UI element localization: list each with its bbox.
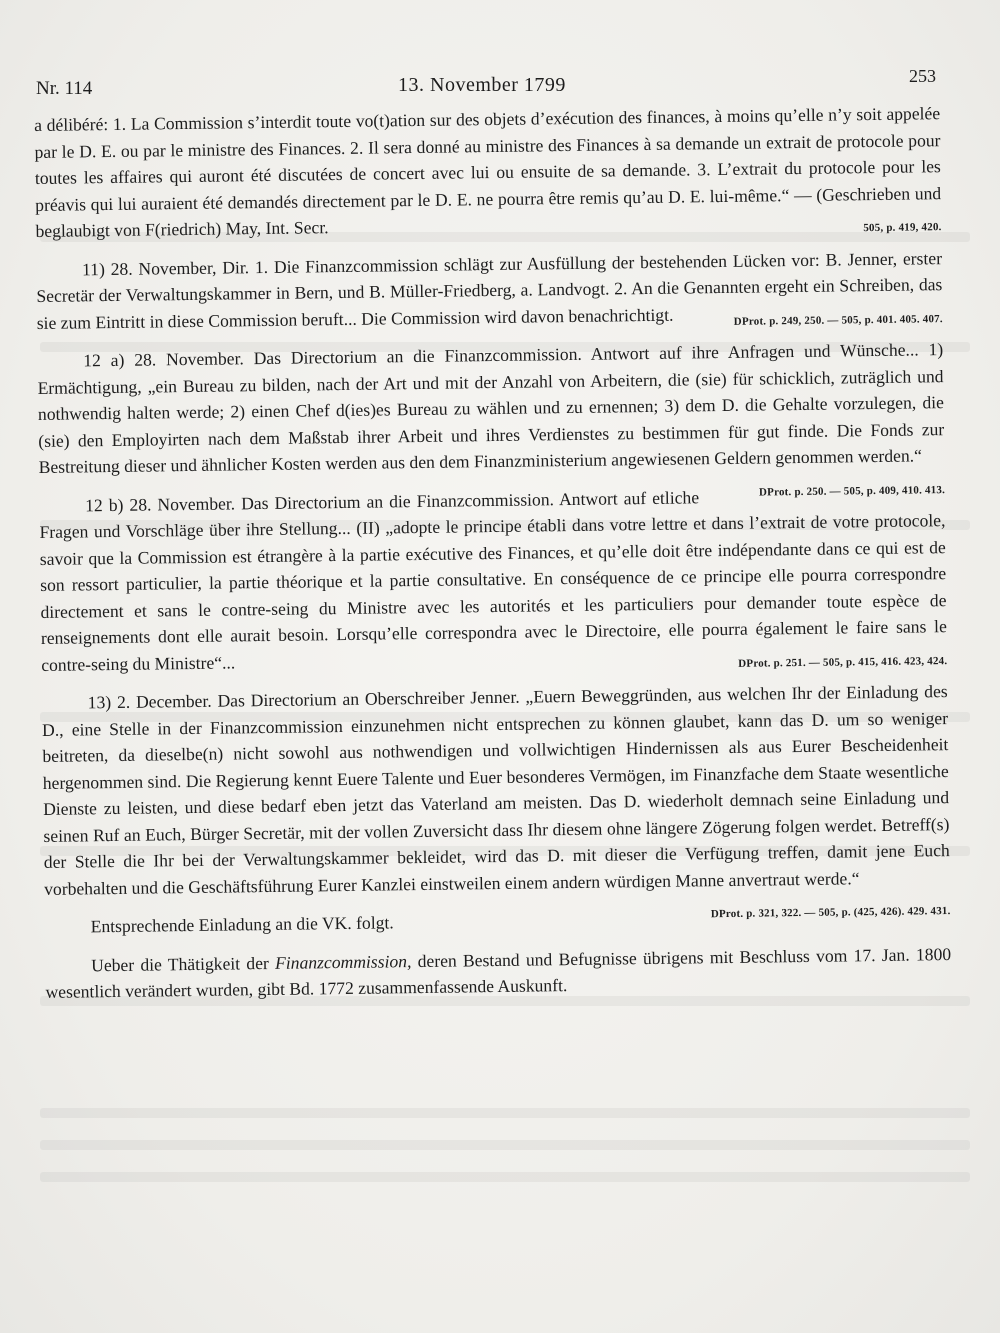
paragraph-entry-12a: [37, 336, 946, 499]
closing-text-before: Ueber die Thätigkeit der: [91, 952, 276, 975]
source-reference: DProt. p. 251. — 505, p. 415, 416. 423, 424.: [738, 654, 948, 670]
page-header: [36, 66, 936, 104]
bleed-through-line: [40, 1172, 970, 1182]
paragraph-deliberation: [34, 100, 942, 244]
paragraph-text: 13) 2. December. Das Directorium an Oberschreiber Jenner. „Euern Beweggründen, aus welchen Ihr der Einladung des D., eine Stelle in der Finanzcommission einzunehmen nicht entsprechen zu können glaubet, kann das D. um so weniger beitreten, da dieselbe(n) nicht sowohl aus nothwendigen und vollwichtigen Hindernissen als aus Eurer Bescheidenheit hergenommen sind. Die Regierung kennt Euere Talente und Euer besonderes Vermögen, im Finanzfache dem Staate wesentliche Dienste zu leisten, und diese bedarf eben jetzt das Vaterland am meisten. Das D. wiederholt demnach seine Einladung und seinen Ruf an Euch, Bürger Secretär, mit der vollen Zuversicht dass Ihr diesem ohne längere Zögerung folgen werdet. Betreff(s) der Stelle die Ihr bei der Verwaltungskammer bekleidet, wird das D. mit dieser die Verfügung treffen, damit jene Euch vorbehalten und die Geschäftsführung Eurer Kanzlei einstweilen einem andern würdigen Manne anvertraut werde.“: [41, 681, 950, 899]
paragraph-text: a délibéré: 1. La Commission s’interdit toute vo(t)ation sur des objets d’exécution des finances, à moins qu’elle n’y soit appelée par le D. E. ou par le ministre des Finances. 2. Il sera donné au ministre des Finances à sa demande un extrait de protocole pour toutes les affaires qui auront été discutées de concert avec lui ou ensuite de sa demande. 3. L’extrait du protocole pour les préavis qui lui auraient été demandés directement par le D. E. ne pourra être remis qu’au D. E. lui-même.“ — (Geschrieben und beglaubigt von F(riedrich) May, Int. Secr.: [34, 103, 942, 241]
bleed-through-line: [40, 1140, 970, 1150]
source-reference: DProt. p. 250. — 505, p. 409, 410. 413.: [758, 483, 946, 499]
page-number: 253: [909, 66, 936, 86]
document-date: 13. November 1799: [398, 74, 566, 96]
document-number: Nr. 114: [36, 78, 93, 99]
main-text: [34, 100, 952, 1017]
paragraph-entry-13: [41, 678, 951, 921]
closing-text-after: deren Bestand und Befugnisse übrigens mit Beschluss vom 17. Jan. 1800 wesentlich verändert wurden, gibt Bd. 1772 zusammenfassende Auskunft.: [45, 943, 952, 1002]
paragraph-text: 11) 28. November, Dir. 1. Die Finanzcommission schlägt zur Ausfüllung der bestehenden Lücken vor: B. Jenner, erster Secretär der Verwaltungskammer in Bern, und B. Müller-Friedberg, a. Landvogt. 2. An die Genannten ergeht ein Schreiben, das sie zum Eintritt in diese Commission beruft... Die Commission wird davon benachrichtigt.: [36, 247, 943, 333]
paragraph-text: 12 a) 28. November. Das Directorium an die Finanzcommission. Antwort auf ihre Anfragen und Wünsche... 1) Ermächtigung, „ein Bureau zu bilden, nach der Art und mit der Anzahl von Arbeitern, die (sie) für schicklich, zuträglich und nothwendig halten werde; 2) einen Chef d(ies)es Bureau zu wählen und zu ernennen; 3) dem D. die Gehalte vorzulegen, die (sie) den Employirten nach dem Maßstab ihrer Arbeit und ihres Verdienstes zu bestimmen für gut finde. Die Fonds zur Bestreitung dieser und ähnlicher Kosten werden aus den dem Finanzministerium angewiesenen Geldern genommen werden.“: [37, 339, 945, 477]
paragraph-entry-11: [36, 245, 943, 336]
closing-text-italic: Finanzcommission,: [274, 950, 412, 973]
paragraph-entry-12b: [39, 481, 947, 678]
closing-paragraph: [45, 941, 952, 1006]
paragraph-text: 12 b) 28. November. Das Directorium an die Finanzcommission. Antwort auf etliche Fragen und Vorschläge über ihre Stellung... (II) „adopte le principe établi dans votre lettre et dans l’extrait de votre protocole, savoir que la Commission est étrangère à la partie exécutive des Finances, et qu’elle doit être indépendante dans ce qui est de son ressort particulier, la partie théorique et la partie consultative. En conséquence de ce principe elle pourra correspondre directement et sans le contre-seing du Ministre avec les autorités et les particuliers pour demander toute espèce de renseignements dont elle aurait besoin. Lorsqu’elle correspondra avec le Directoire, elle pourra également le faire sans le contre-seing du Ministre“...: [39, 486, 947, 675]
note-text: Entsprechende Einladung an die VK. folgt.: [90, 912, 394, 937]
bleed-through-line: [40, 1108, 970, 1118]
source-reference: DProt. p. 249, 250. — 505, p. 401. 405. 407.: [733, 312, 943, 328]
source-reference: 505, p. 419, 420.: [863, 221, 942, 235]
source-reference: DProt. p. 321, 322. — 505, p. (425, 426). 429. 431.: [710, 905, 951, 921]
